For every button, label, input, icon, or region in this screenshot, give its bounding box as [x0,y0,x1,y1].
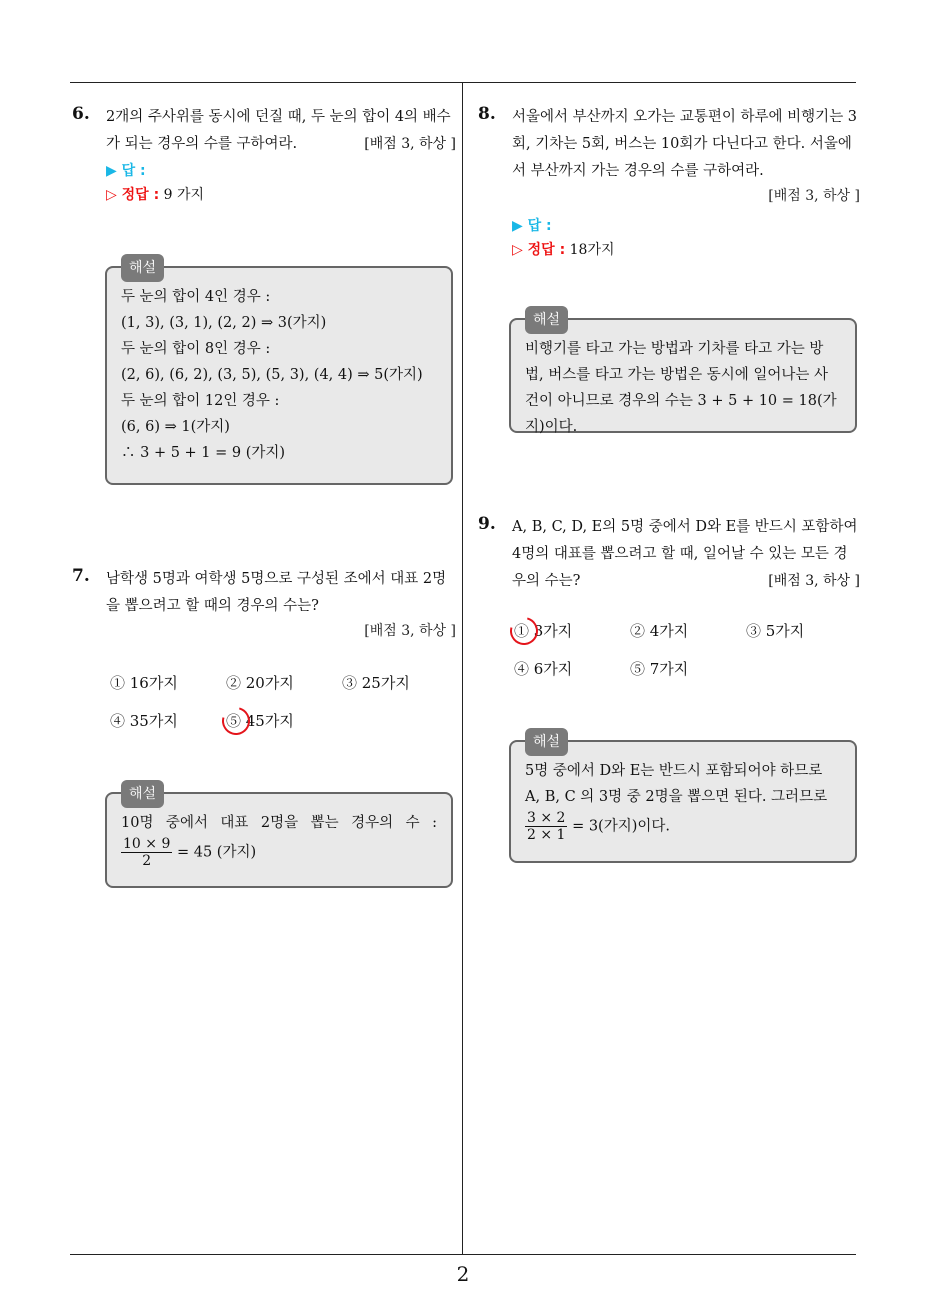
question-8 [478,104,860,259]
bottom-rule [70,1254,856,1255]
explanation-box-6 [105,260,453,485]
correct-value: 9 가지 [163,187,205,203]
question-text: 남학생 5명과 여학생 5명으로 구성된 조에서 대표 2명을 뽑으려고 할 때의 경우의 수는? [106,571,447,614]
explanation-tag: 해설 [121,254,164,282]
explanation-tag: 해설 [525,728,568,756]
question-number: 6. [72,104,90,124]
selected-circle-icon [217,702,255,740]
choice-3[interactable]: ③ 5가지 [746,622,805,640]
fraction [525,810,567,843]
fraction [121,836,172,869]
choice-1[interactable] [514,620,572,641]
question-6 [72,104,456,204]
explanation-text: 비행기를 타고 가는 방법과 기차를 타고 가는 방법, 버스를 타고 가는 방법은 동시에 일어나는 사건이 아니므로 경우의 수는 3 + 5 + 10 = 18(가지)이다. [525,341,837,435]
formula-result: = 3(가지)이다. [572,818,670,835]
explanation-text: 5명 중에서 D와 E는 반드시 포함되어야 하므로 A, B, C 의 3명 중 2명을 뽑으면 된다. 그러므로 [525,763,828,805]
answer-label[interactable]: ▶ 답 : [512,218,552,234]
question-body: A, B, C, D, E의 5명 중에서 D와 E를 반드시 포함하여 4명의 대표를 뽑으려고 할 때, 일어날 수 있는 모든 경우의 수는? [512,519,858,589]
explanation-line: (2, 6), (6, 2), (3, 5), (5, 3), (4, 4) ⇒ 5(가지) [121,367,423,383]
correct-answer [512,239,860,259]
correct-answer [106,184,456,204]
explanation-tag: 해설 [525,306,568,334]
explanation-tag: 해설 [121,780,164,808]
explanation-line: 10명 중에서 대표 2명을 뽑는 경우의 수 : [121,815,437,831]
question-body: 2개의 주사위를 동시에 던질 때, 두 눈의 합이 4의 배수가 되는 경우의 수를 구하여라. [106,109,451,152]
choice-2[interactable]: ② 4가지 [630,622,689,640]
choice-1[interactable]: ① 16가지 [110,674,178,692]
explanation-box-9 [509,734,857,863]
fraction-numerator: 10 × 9 [123,836,171,852]
choice-label: ⑤ 45가지 [226,712,294,730]
question-number: 7. [72,566,90,586]
fraction-denominator: 2 × 1 [527,827,566,843]
fraction-denominator: 2 [142,853,152,869]
explanation-line: ∴ 3 + 5 + 1 = 9 (가지) [121,445,286,461]
explanation-line: 두 눈의 합이 12인 경우 : [121,393,280,409]
score-label: [배점 3, 하상 ] [364,136,456,152]
question-text: 서울에서 부산까지 오가는 교통편이 하루에 비행기는 3회, 기차는 5회, 버스는 10회가 다닌다고 한다. 서울에서 부산까지 가는 경우의 수를 구하여라. [512,109,858,179]
fraction-numerator: 3 × 2 [527,810,566,826]
question-9 [478,514,860,595]
question-number: 8. [478,104,496,124]
choice-4[interactable]: ④ 6가지 [514,660,573,678]
formula-result: = 45 (가지) [176,844,257,861]
score-label: [배점 3, 하상 ] [768,188,860,204]
score-label: [배점 3, 하상 ] [768,573,860,589]
selected-circle-icon [505,612,543,650]
correct-label: ▷ 정답 : [512,242,566,258]
question-text [512,514,860,595]
choice-label: ① 3가지 [514,622,573,640]
explanation-line: 두 눈의 합이 8인 경우 : [121,341,271,357]
question-number: 9. [478,514,496,534]
correct-label: ▷ 정답 : [106,187,160,203]
explanation-line: (6, 6) ⇒ 1(가지) [121,419,230,435]
explanation-line: 두 눈의 합이 4인 경우 : [121,289,271,305]
choice-2[interactable]: ② 20가지 [226,674,294,692]
page-number: 2 [456,1262,470,1286]
explanation-line: (1, 3), (3, 1), (2, 2) ⇒ 3(가지) [121,315,327,331]
explanation-formula [525,810,841,843]
answer-label[interactable]: ▶ 답 : [106,163,146,179]
score-label: [배점 3, 하상 ] [364,623,456,639]
column-divider [462,82,463,1254]
question-text [106,104,456,158]
explanation-box-8 [509,312,857,435]
question-7 [72,566,456,640]
choice-3[interactable]: ③ 25가지 [342,674,410,692]
choice-4[interactable]: ④ 35가지 [110,712,178,730]
correct-value: 18가지 [569,242,615,258]
choice-5[interactable] [226,710,294,731]
top-rule [70,82,856,83]
explanation-box-7 [105,786,453,888]
explanation-formula [121,836,437,869]
choice-5[interactable]: ⑤ 7가지 [630,660,689,678]
